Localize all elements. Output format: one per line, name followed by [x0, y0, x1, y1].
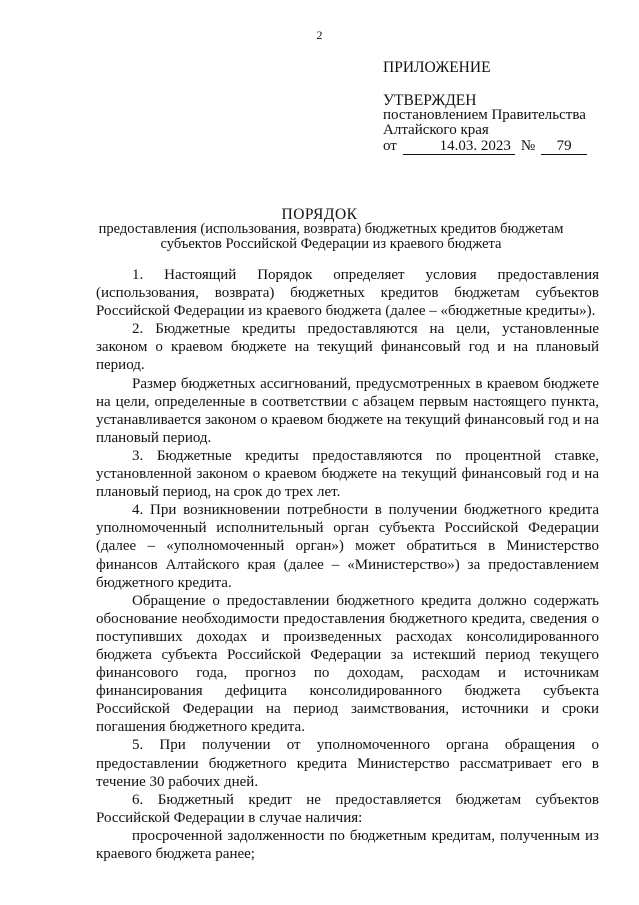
- approval-date: 14.03. 2023: [403, 139, 515, 155]
- paragraph: просроченной задолженности по бюджетным кредитам, полученным из краевого бюджета ранее;: [96, 827, 599, 862]
- approval-line-2: Алтайского края: [383, 122, 489, 138]
- paragraph: Размер бюджетных ассигнований, предусмотренных в краевом бюджете на цели, определенные в соответствии с абзацем первым настоящего пункта, устанавливается законом о краевом бюджете на текущий финансовый год и на плановый период.: [96, 375, 599, 446]
- paragraph: 3. Бюджетные кредиты предоставляются по процентной ставке, установленной законом о краевом бюджете на текущий финансовый год и на плановый период, на срок до трех лет.: [96, 447, 599, 501]
- date-prefix: от: [383, 138, 397, 154]
- approval-line-1: постановлением Правительства: [383, 107, 586, 123]
- document-body: [96, 266, 599, 863]
- document-title: ПОРЯДОК: [281, 206, 358, 223]
- approval-block: [383, 60, 623, 155]
- page-number: 2: [316, 28, 323, 42]
- subtitle-line-1: предоставления (использования, возврата) бюджетных кредитов бюджетам: [98, 221, 564, 237]
- paragraph: Обращение о предоставлении бюджетного кредита должно содержать обоснование необходимости предоставления бюджетного кредита, сведения о поступивших доходах и произведенных расходах консолидированного бюджета субъекта Российской Федерации за истекший период текущего финансового года, прогноз по доходам, расходам и источникам финансирования дефицита консолидированного бюджета субъекта Российской Федерации на период заимствования, источники и сроки погашения бюджетного кредита.: [96, 592, 599, 736]
- paragraph: 1. Настоящий Порядок определяет условия предоставления (использования, возврата) бюджетных кредитов бюджетам субъектов Российской Федерации из краевого бюджета (далее – «бюджетные кредиты»).: [96, 267, 599, 320]
- number-sign: №: [520, 138, 536, 154]
- approval-date-line: [383, 139, 623, 155]
- paragraph: 2. Бюджетные кредиты предоставляются на цели, установленные законом о краевом бюджете на текущий финансовый год и на плановый период.: [96, 321, 599, 374]
- approval-number: 79: [541, 139, 587, 155]
- subtitle-line-2: субъектов Российской Федерации из краевого бюджета: [160, 235, 502, 252]
- appendix-label: ПРИЛОЖЕНИЕ: [383, 59, 491, 76]
- approved-label: УТВЕРЖДЕН: [383, 92, 477, 109]
- paragraph: 6. Бюджетный кредит не предоставляется бюджетам субъектов Российской Федерации в случае наличия:: [96, 791, 599, 826]
- paragraph: 5. При получении от уполномоченного органа обращения о предоставлении бюджетного кредита Министерство рассматривает его в течение 30 рабочих дней.: [96, 737, 599, 790]
- document-subtitle: [60, 222, 602, 251]
- paragraph: 4. При возникновении потребности в получении бюджетного кредита уполномоченный исполнительный орган субъекта Российской Федерации (далее – «уполномоченный орган») может обратиться в Министерство финансов Алтайского края (далее – «Министерство») за предоставлением бюджетного кредита.: [96, 502, 599, 591]
